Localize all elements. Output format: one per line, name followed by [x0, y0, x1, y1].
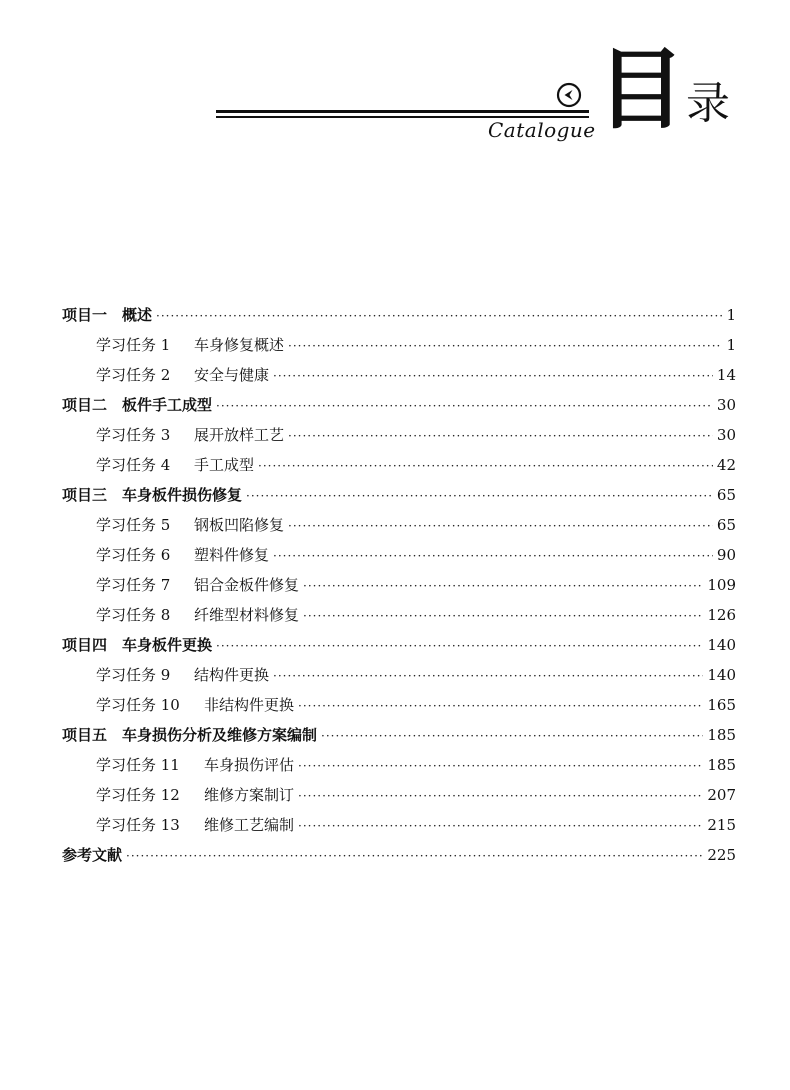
toc-task-row[interactable]: [62, 660, 736, 690]
toc-page-number: 42: [716, 456, 736, 474]
toc-leader-dots: [156, 301, 722, 331]
toc-page-number: 30: [716, 396, 736, 414]
toc-task-number: 学习任务 3: [96, 426, 171, 444]
toc-project-row[interactable]: [62, 300, 736, 330]
toc-page-number: 165: [707, 696, 736, 714]
toc-entry-name: 项目二 板件手工成型: [62, 396, 213, 414]
toc-task-row[interactable]: [62, 510, 736, 540]
toc-entry-name: 维修方案制订: [204, 786, 295, 804]
toc-leader-dots: [258, 451, 713, 481]
toc-task-number: 学习任务 1: [96, 336, 171, 354]
toc-project-row[interactable]: [62, 480, 736, 510]
toc-leader-dots: [273, 541, 713, 571]
toc-header: [0, 0, 790, 150]
toc-project-row[interactable]: [62, 720, 736, 750]
toc-project-row[interactable]: [62, 840, 736, 870]
toc-project-row[interactable]: [62, 630, 736, 660]
toc-entry-label: [96, 750, 294, 780]
toc-entry-name: 项目一 概述: [62, 306, 153, 324]
toc-page-number: 207: [707, 786, 736, 804]
toc-entry-name: 手工成型: [194, 456, 255, 474]
toc-entry-name: 项目四 车身板件更换: [62, 636, 213, 654]
toc-entry-name: 展开放样工艺: [194, 426, 285, 444]
toc-task-row[interactable]: [62, 330, 736, 360]
toc-entry-name: 参考文献: [62, 846, 123, 864]
toc-page-number: 14: [716, 366, 736, 384]
toc-entry-label: [96, 360, 269, 390]
toc-entry-name: 项目五 车身损伤分析及维修方案编制: [62, 726, 318, 744]
toc-leader-dots: [298, 811, 703, 841]
toc-leader-dots: [216, 391, 713, 421]
toc-page-number: 185: [707, 756, 736, 774]
toc-task-number: 学习任务 9: [96, 666, 171, 684]
toc-task-number: 学习任务 6: [96, 546, 171, 564]
toc-task-number: 学习任务 2: [96, 366, 171, 384]
toc-task-row[interactable]: [62, 690, 736, 720]
toc-entry-label: [62, 720, 317, 750]
toc-page-number: 1: [726, 336, 736, 354]
toc-entry-name: 项目三 车身板件损伤修复: [62, 486, 243, 504]
toc-entry-name: 安全与健康: [194, 366, 270, 384]
toc-entry-label: [62, 300, 152, 330]
toc-entry-name: 纤维型材料修复: [194, 606, 300, 624]
toc-entry-label: [62, 480, 242, 510]
toc-task-number: 学习任务 11: [96, 756, 180, 774]
toc-leader-dots: [216, 631, 703, 661]
toc-entry-name: 车身损伤评估: [204, 756, 295, 774]
toc-entry-label: [96, 540, 269, 570]
toc-page-number: 140: [707, 636, 736, 654]
toc-entry-name: 铝合金板件修复: [194, 576, 300, 594]
toc-page-number: 140: [707, 666, 736, 684]
toc-entry-label: [96, 420, 284, 450]
toc-leader-dots: [288, 511, 713, 541]
toc-task-number: 学习任务 12: [96, 786, 180, 804]
toc-entry-name: 车身修复概述: [194, 336, 285, 354]
toc-entry-name: 塑料件修复: [194, 546, 270, 564]
toc-leader-dots: [321, 721, 703, 751]
toc-leader-dots: [288, 421, 713, 451]
toc-page-number: 185: [707, 726, 736, 744]
toc-leader-dots: [303, 571, 703, 601]
toc-leader-dots: [126, 841, 703, 871]
toc-leader-dots: [273, 361, 713, 391]
toc-page-number: 65: [716, 486, 736, 504]
toc-leader-dots: [298, 751, 703, 781]
toc-project-row[interactable]: [62, 390, 736, 420]
toc-task-row[interactable]: [62, 450, 736, 480]
toc-task-row[interactable]: [62, 600, 736, 630]
toc-task-row[interactable]: [62, 750, 736, 780]
toc-task-number: 学习任务 13: [96, 816, 180, 834]
toc-entry-label: [96, 450, 254, 480]
header-rule-top: [216, 110, 589, 113]
toc-page-number: 126: [707, 606, 736, 624]
toc-task-number: 学习任务 5: [96, 516, 171, 534]
toc-leader-dots: [298, 781, 703, 811]
toc-task-row[interactable]: [62, 780, 736, 810]
toc-page-number: 30: [716, 426, 736, 444]
toc-task-row[interactable]: [62, 540, 736, 570]
toc-entry-label: [96, 570, 299, 600]
toc-task-number: 学习任务 10: [96, 696, 180, 714]
toc-entry-label: [96, 780, 294, 810]
toc-entry-label: [96, 330, 284, 360]
toc-entry-label: [96, 600, 299, 630]
toc-page-number: 90: [716, 546, 736, 564]
toc-entry-label: [96, 660, 269, 690]
toc-task-row[interactable]: [62, 360, 736, 390]
toc-page-number: 65: [716, 516, 736, 534]
page-title-main: 目: [597, 38, 686, 141]
toc-task-row[interactable]: [62, 420, 736, 450]
toc-leader-dots: [273, 661, 703, 691]
toc-entry-label: [62, 840, 122, 870]
toc-task-row[interactable]: [62, 810, 736, 840]
page-title-secondary: 录: [686, 78, 730, 129]
catalogue-subtitle: Catalogue: [488, 118, 596, 142]
toc-task-number: 学习任务 7: [96, 576, 171, 594]
toc-page-number: 215: [707, 816, 736, 834]
toc-entry-name: 维修工艺编制: [204, 816, 295, 834]
toc-page-number: 1: [726, 306, 736, 324]
table-of-contents: [62, 300, 736, 870]
arrow-left-circle-icon: [556, 82, 582, 108]
toc-leader-dots: [298, 691, 703, 721]
toc-entry-name: 结构件更换: [194, 666, 270, 684]
toc-entry-label: [96, 690, 294, 720]
toc-page-number: 109: [707, 576, 736, 594]
toc-entry-label: [62, 390, 212, 420]
toc-leader-dots: [246, 481, 713, 511]
toc-entry-name: 钢板凹陷修复: [194, 516, 285, 534]
toc-task-row[interactable]: [62, 570, 736, 600]
toc-leader-dots: [303, 601, 703, 631]
toc-entry-label: [96, 510, 284, 540]
toc-page-number: 225: [707, 846, 736, 864]
toc-task-number: 学习任务 4: [96, 456, 171, 474]
toc-entry-name: 非结构件更换: [204, 696, 295, 714]
toc-entry-label: [62, 630, 212, 660]
toc-entry-label: [96, 810, 294, 840]
toc-task-number: 学习任务 8: [96, 606, 171, 624]
toc-leader-dots: [288, 331, 722, 361]
